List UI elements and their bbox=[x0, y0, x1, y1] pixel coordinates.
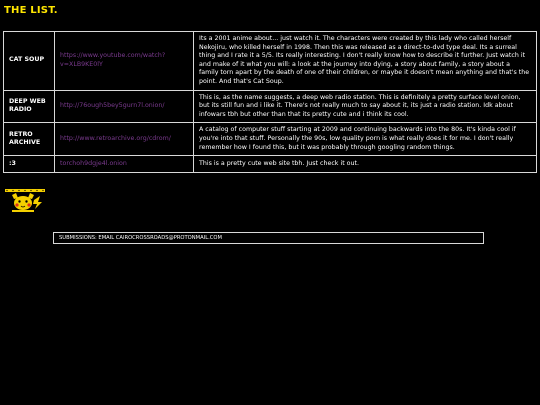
page-title: THE LIST. bbox=[4, 5, 58, 16]
row-link[interactable]: https://www.youtube.com/watch?v=XLB9KE0lY bbox=[60, 52, 166, 68]
row-name: :3 bbox=[4, 156, 55, 173]
row-name: RETRO ARCHIVE bbox=[4, 123, 55, 156]
row-description: This is, as the name suggests, a deep web radio station. This is definitely a pretty surface level onion, but its still fun and i like it. There's not really much to say about it, its just a radio station. Idk about infowars tbh but other than that its pretty cute and i think its cool. bbox=[194, 90, 537, 123]
row-link-cell bbox=[55, 32, 194, 91]
row-link[interactable]: torchoh9dgje4l.onion bbox=[60, 160, 127, 168]
table-row bbox=[4, 32, 537, 91]
row-name: CAT SOUP bbox=[4, 32, 55, 91]
pikachu-badge-icon[interactable] bbox=[4, 188, 46, 213]
row-description: Its a 2001 anime about... just watch it. The characters were created by this lady who called herself Nekojiru, who killed herself in 1998. Then this was released as a direct-to-dvd type deal. Its a surreal thing and I rate it a 5/5. Its really interesting. I don't really know how to describe it further. Just watch it and make of it what you will: a look at the journey into dying, a story about family, a story about a family torn apart by the death of one of their children, or maybe it doesn't mean anything and that's the point. And that's Cat Soup. bbox=[194, 32, 537, 91]
row-description: This is a pretty cute web site tbh. Just check it out. bbox=[194, 156, 537, 173]
row-link-cell bbox=[55, 90, 194, 123]
row-name: DEEP WEB RADIO bbox=[4, 90, 55, 123]
row-link[interactable]: http://76ough5bey5gurn7l.onion/ bbox=[60, 102, 165, 110]
row-link-cell bbox=[55, 156, 194, 173]
list-table bbox=[3, 31, 537, 173]
table-row bbox=[4, 156, 537, 173]
pikachu-badge-graphic bbox=[4, 188, 46, 213]
submissions-footer: SUBMISSIONS: EMAIL CAIROCROSSROADS@PROTONMAIL.COM bbox=[53, 232, 484, 244]
table-row bbox=[4, 90, 537, 123]
table-row bbox=[4, 123, 537, 156]
row-description: A catalog of computer stuff starting at 2009 and continuing backwards into the 80s. It's kinda cool if you're into that stuff. Personally the 90s, low quality porn is what really does it for me. I don't really remember how I found this, but it was probably through googling random things. bbox=[194, 123, 537, 156]
row-link[interactable]: http://www.retroarchive.org/cdrom/ bbox=[60, 135, 171, 143]
row-link-cell bbox=[55, 123, 194, 156]
